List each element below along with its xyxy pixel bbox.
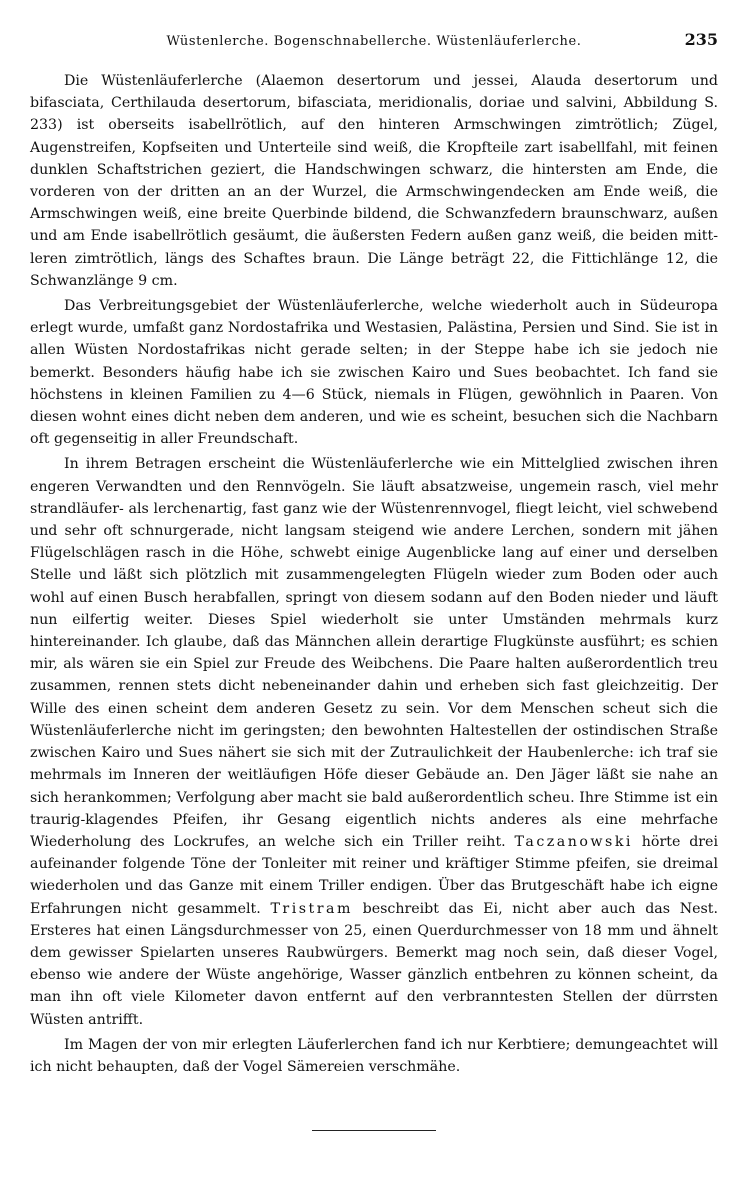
page-number: 235 xyxy=(684,30,718,49)
text-run: Im Magen der von mir erlegten Läuferlerchen fand ich nur Kerbtiere; demungeachtet will ich nicht behaupten, daß der Vogel Sämereien verschmähe. xyxy=(30,1036,718,1075)
book-page xyxy=(30,30,718,1131)
paragraph-description xyxy=(30,70,718,292)
text-run: Die Wüstenläuferlerche (Alaemon desertorum und jessei, Alauda desertorum und bifasciata, Certhilauda desertorum, bifasciata, meridionalis, doriae und salvini, Abbildung S. 233) ist oberseits isabellrötlich, auf den hinteren Armschwingen zimtrötlich; Zügel, Augenstreifen, Kopfseiten und Unterteile sind weiß, die Kropfteile zart isabellfahl, mit feinen dunklen Schaftstrichen geziert, die Handschwingen schwarz, die hintersten am Ende, die vorderen von der dritten an an der Wurzel, die Armschwingendecken am Ende weiß, die Armschwingen weiß, eine breite Querbinde bildend, die Schwanzfedern braunschwarz, außen und am Ende isabellrötlich gesäumt, die äußersten Federn außen ganz weiß, die beiden mittleren zimtrötlich, längs des Schaftes braun. Die Länge beträgt 22, die Fittichlänge 12, die Schwanzlänge 9 cm. xyxy=(30,73,718,289)
end-rule xyxy=(312,1130,436,1131)
text-run: hörte drei aufeinander folgende Töne der Tonleiter mit reiner und kräftiger Stimme pfeifen, sie dreimal wiederholen und das Ganze mit einem Triller endigen. Über das Brutgeschäft habe ich eigne Erfahrungen nicht gesammelt. xyxy=(30,833,718,917)
paragraph-distribution xyxy=(30,295,718,450)
paragraph-diet xyxy=(30,1034,718,1078)
running-head: Wüstenlerche. Bogenschnabellerche. Wüstenläuferlerche. xyxy=(166,34,582,49)
text-run: Das Verbreitungsgebiet der Wüstenläuferlerche, welche wiederholt auch in Südeuropa erlegt wurde, umfaßt ganz Nordostafrika und Westasien, Palästina, Persien und Sind. Sie ist in allen Wüsten Nordostafrikas nicht gerade selten; in der Steppe habe ich sie jedoch nie bemerkt. Besonders häufig habe ich sie zwischen Kairo und Sues beobachtet. Ich fand sie höchstens in kleinen Familien zu 4—6 Stück, niemals in Flügen, gewöhnlich in Paaren. Von diesen wohnt eines dicht neben dem anderen, und wie es scheint, besuchen sich die Nachbarn oft gegenseitig in aller Freundschaft. xyxy=(30,298,718,448)
author-name: Tristram xyxy=(270,900,353,917)
author-name: Taczanowski xyxy=(514,833,633,850)
text-run: In ihrem Betragen erscheint die Wüstenläuferlerche wie ein Mittelglied zwischen ihren engeren Verwandten und den Rennvögeln. Sie läuft absatzweise, ungemein rasch, viel mehr strandläufer- als lerchenartig, fast ganz wie der Wüstenrennvogel, fliegt leicht, viel schwebend und sehr oft schnurgerade, nicht langsam steigend wie andere Lerchen, sondern mit jähen Flügelschlägen rasch in die Höhe, schwebt einige Augenblicke lang auf einer und derselben Stelle und läßt sich plötzlich mit zusammengelegten Flügeln wieder zum Boden oder auch wohl auf einen Busch herabfallen, springt von diesem sodann auf den Boden nieder und läuft nun eilfertig weiter. Dieses Spiel wiederholt sie unter Umständen mehrmals kurz hintereinander. Ich glaube, daß das Männchen allein derartige Flugkünste ausführt; es schien mir, als wären sie ein Spiel zur Freude des Weibchens. Die Paare halten außerordentlich treu zusammen, rennen stets dicht nebeneinander dahin und erheben sich fast gleichzeitig. Der Wille des einen scheint dem anderen Gesetz zu sein. Vor dem Menschen scheut sich die Wüstenläuferlerche nicht im geringsten; den bewohnten Haltestellen der ostindischen Straße zwischen Kairo und Sues nähert sie sich mit der Zutraulichkeit der Haubenlerche: ich traf sie mehrmals im Inneren der weitläufigen Höfe dieser Gebäude an. Den Jäger läßt sie nahe an sich herankommen; Verfolgung aber macht sie bald außerordentlich scheu. Ihre Stimme ist ein traurig-klagendes Pfeifen, ihr Gesang eigentlich nichts anderes als eine mehrfache Wiederholung des Lockrufes, an welche sich ein Triller reiht. xyxy=(30,456,718,850)
text-run: beschreibt das Ei, nicht aber auch das Nest. Ersteres hat einen Längsdurchmesser von 25, einen Querdurchmesser von 18 mm und ähnelt dem gewisser Spielarten unseres Raubwürgers. Bemerkt mag noch sein, daß dieser Vogel, ebenso wie andere der Wüste angehörige, Wasser gänzlich entbehren zu können scheint, da man ihn oft viele Kilometer davon entfernt auf den verbranntesten Stellen der dürrsten Wüsten antrifft. xyxy=(30,900,719,1028)
paragraph-behaviour xyxy=(30,453,718,1030)
page-header xyxy=(30,30,718,70)
